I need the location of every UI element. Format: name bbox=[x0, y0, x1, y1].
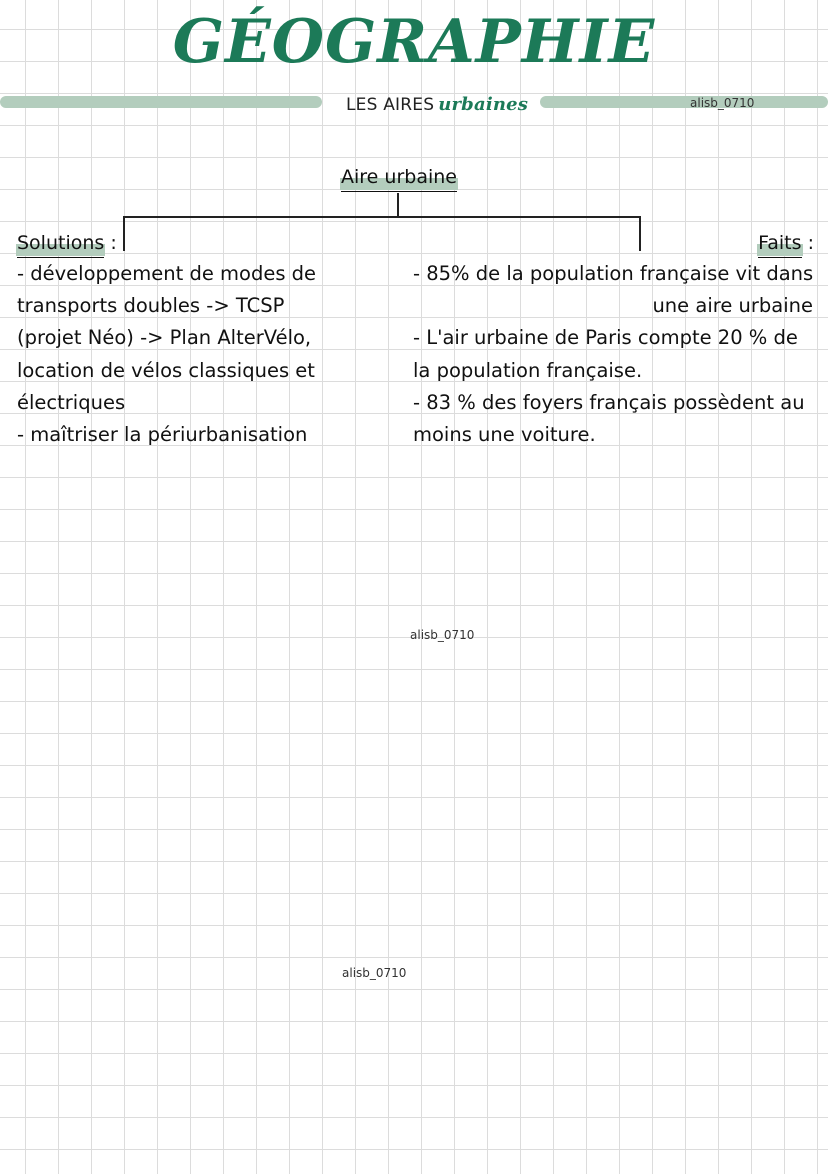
subtitle-main: LES AIRES bbox=[346, 95, 435, 115]
faits-line: la population française. bbox=[413, 358, 643, 382]
diagram-root bbox=[341, 163, 457, 192]
solutions-heading-label: Solutions bbox=[17, 229, 104, 258]
connector-vertical-root bbox=[397, 193, 399, 217]
diagram-root-label: Aire urbaine bbox=[341, 163, 457, 192]
connector-right-branch bbox=[639, 216, 641, 251]
subtitle-accent: urbaines bbox=[438, 94, 529, 115]
watermark: alisb_0710 bbox=[342, 966, 407, 980]
solutions-line: (projet Néo) -> Plan AlterVélo, bbox=[17, 326, 312, 350]
faits-heading bbox=[758, 229, 814, 258]
faits-heading-label: Faits bbox=[758, 229, 801, 258]
solutions-line: électriques bbox=[17, 390, 126, 414]
subtitle bbox=[346, 92, 528, 118]
faits-line: moins une voiture. bbox=[413, 423, 596, 447]
solutions-line: transports doubles -> TCSP bbox=[17, 294, 285, 318]
page-title: GÉOGRAPHIE bbox=[172, 7, 656, 77]
solutions-heading bbox=[17, 229, 117, 258]
faits-list bbox=[413, 258, 813, 451]
faits-line: une aire urbaine bbox=[652, 294, 813, 318]
header-bar-right bbox=[540, 96, 828, 108]
solutions-line: location de vélos classiques et bbox=[17, 358, 315, 382]
solutions-line: - maîtriser la périurbanisation bbox=[17, 423, 308, 447]
solutions-heading-colon: : bbox=[104, 232, 117, 254]
solutions-list bbox=[17, 258, 316, 451]
faits-heading-colon: : bbox=[801, 232, 814, 254]
watermark: alisb_0710 bbox=[410, 628, 475, 642]
faits-line: - L'air urbaine de Paris compte 20 % de bbox=[413, 326, 798, 350]
faits-line: - 85% de la population française vit dans bbox=[413, 262, 814, 285]
author-tag: alisb_0710 bbox=[690, 96, 755, 110]
connector-horizontal bbox=[123, 216, 641, 218]
solutions-line: - développement de modes de bbox=[17, 262, 317, 285]
header-bar-left bbox=[0, 96, 322, 108]
faits-line: - 83 % des foyers français possèdent au bbox=[413, 390, 805, 414]
connector-left-branch bbox=[123, 216, 125, 251]
